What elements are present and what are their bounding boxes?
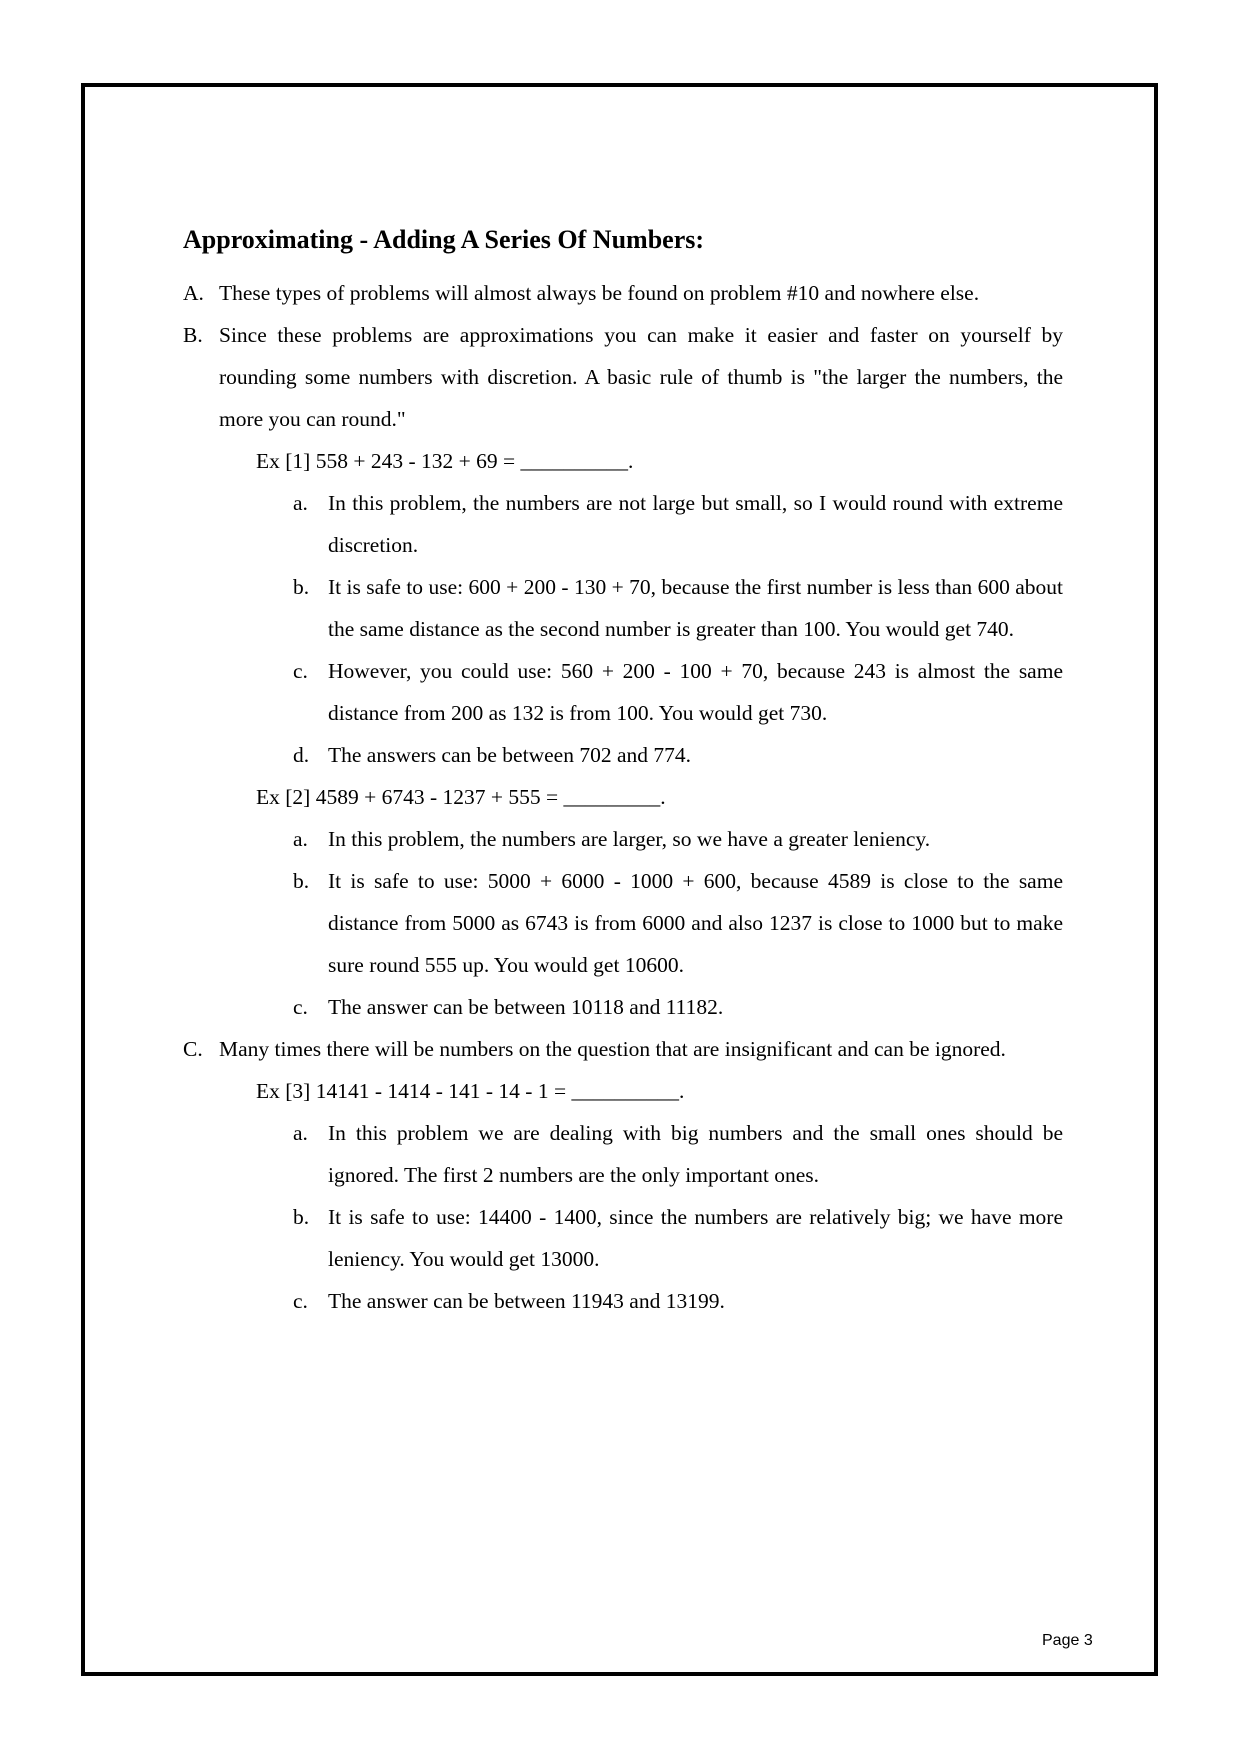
item-text: The answer can be between 10118 and 11182. [328, 995, 724, 1019]
section-text: Many times there will be numbers on the question that are insignificant and can be ignored. [219, 1037, 1006, 1061]
section-c [183, 1028, 1063, 1070]
section-text: These types of problems will almost always be found on problem #10 and nowhere else. [219, 281, 980, 305]
item-text: In this problem we are dealing with big numbers and the small ones should be ignored. The first 2 numbers are the only important ones. [328, 1121, 1063, 1187]
example-2-item-a [293, 818, 1063, 860]
example-3-label: Ex [3] 14141 - 1414 - 141 - 14 - 1 = __________. [256, 1079, 685, 1103]
example-3-item-a [293, 1112, 1063, 1196]
example-3-item-c [293, 1280, 1063, 1322]
example-2-item-c [293, 986, 1063, 1028]
item-letter: a. [293, 1121, 308, 1145]
item-letter: b. [293, 869, 310, 893]
item-text: It is safe to use: 600 + 200 - 130 + 70, because the first number is less than 600 about the same distance as the second number is greater than 100. You would get 740. [328, 575, 1063, 641]
section-letter: C. [183, 1037, 203, 1061]
example-1-label: Ex [1] 558 + 243 - 132 + 69 = __________. [256, 449, 634, 473]
document-body [183, 218, 1063, 1322]
item-letter: a. [293, 491, 308, 515]
section-letter: A. [183, 281, 204, 305]
example-2-item-b [293, 860, 1063, 986]
example-2-label: Ex [2] 4589 + 6743 - 1237 + 555 = _________. [256, 785, 666, 809]
example-1-item-a [293, 482, 1063, 566]
item-text: In this problem, the numbers are larger, so we have a greater leniency. [328, 827, 931, 851]
item-text: However, you could use: 560 + 200 - 100 + 70, because 243 is almost the same distance from 200 as 132 is from 100. You would get 730. [328, 659, 1063, 725]
section-text: Since these problems are approximations you can make it easier and faster on yourself by rounding some numbers with discretion. A basic rule of thumb is "the larger the numbers, the more you can round." [219, 323, 1063, 431]
example-1-item-d [293, 734, 1063, 776]
section-letter: B. [183, 323, 203, 347]
item-text: In this problem, the numbers are not large but small, so I would round with extreme discretion. [328, 491, 1063, 557]
item-letter: c. [293, 1289, 308, 1313]
page-title: Approximating - Adding A Series Of Numbers: [183, 225, 705, 254]
item-letter: b. [293, 575, 310, 599]
item-text: It is safe to use: 14400 - 1400, since the numbers are relatively big; we have more leniency. You would get 13000. [328, 1205, 1063, 1271]
example-1-item-b [293, 566, 1063, 650]
item-letter: c. [293, 659, 308, 683]
item-text: The answers can be between 702 and 774. [328, 743, 691, 767]
item-letter: a. [293, 827, 308, 851]
item-text: The answer can be between 11943 and 13199. [328, 1289, 725, 1313]
page-number: Page 3 [1042, 1632, 1093, 1649]
item-letter: b. [293, 1205, 310, 1229]
section-b [183, 314, 1063, 440]
item-text: It is safe to use: 5000 + 6000 - 1000 + 600, because 4589 is close to the same distance from 5000 as 6743 is from 6000 and also 1237 is close to 1000 but to make sure round 555 up. You would get 10600. [328, 869, 1063, 977]
example-1-item-c [293, 650, 1063, 734]
example-3-item-b [293, 1196, 1063, 1280]
item-letter: c. [293, 995, 308, 1019]
section-a [183, 272, 1063, 314]
item-letter: d. [293, 743, 310, 767]
